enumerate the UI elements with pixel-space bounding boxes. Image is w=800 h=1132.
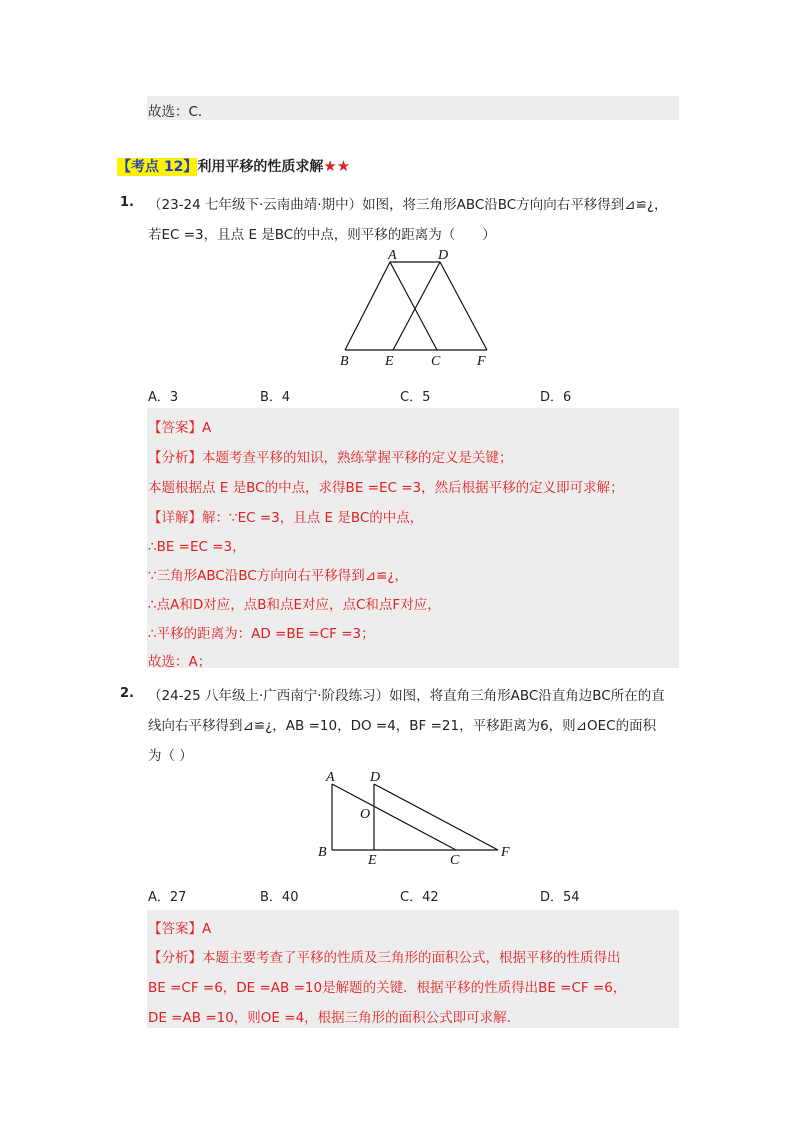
fig1-label-C: C xyxy=(431,354,441,369)
fig2-label-C: C xyxy=(450,853,460,868)
fig2-label-O: O xyxy=(360,807,371,822)
q2-answer: 【答案】A xyxy=(148,921,212,937)
q1-option-a: A．3 xyxy=(148,390,179,405)
section-title: 利用平移的性质求解 xyxy=(197,159,324,175)
q2-analysis-1: 【分析】本题主要考查了平移的性质及三角形的面积公式，根据平移的性质得出 xyxy=(148,950,621,966)
q2-option-b: B．40 xyxy=(260,890,299,905)
q1-detail-5: ∴平移的距离为：AD =BE =CF =3； xyxy=(148,626,375,642)
question-2-line2: 线向右平移得到⊿≌¿，AB =10，DO =4，BF =21，平移距离为6，则⊿OEC的面积 xyxy=(148,718,657,734)
q1-detail-2: ∴BE =EC =3， xyxy=(148,539,246,555)
q1-option-b: B．4 xyxy=(260,390,291,405)
q2-option-c: C．42 xyxy=(400,890,439,905)
star-rating: ★★ xyxy=(323,157,351,175)
section-tag: 【考点 12】 xyxy=(117,159,198,175)
question-2-number: 2. xyxy=(120,686,134,701)
question-1-line1: （23-24 七年级下·云南曲靖·期中）如图，将三角形ABC沿BC方向向右平移得到⊿≌¿， xyxy=(148,197,668,213)
q1-option-c: C．5 xyxy=(400,390,431,405)
figure-1-translation-diagram xyxy=(330,244,500,370)
question-1-line2: 若EC =3，且点 E 是BC的中点，则平移的距离为（ ） xyxy=(148,227,496,243)
fig1-label-E: E xyxy=(385,354,394,369)
q1-detail-3: ∵三角形ABC沿BC方向向右平移得到⊿≌¿， xyxy=(148,568,409,584)
fig1-label-A: A xyxy=(388,248,397,263)
fig1-label-D: D xyxy=(438,248,449,263)
q1-answer: 【答案】A xyxy=(148,420,212,436)
fig2-label-A: A xyxy=(326,770,335,785)
fig2-label-B: B xyxy=(318,845,327,860)
q2-option-a: A．27 xyxy=(148,890,187,905)
fig2-label-D: D xyxy=(370,770,381,785)
q1-analysis-2: 本题根据点 E 是BC的中点，求得BE =EC =3，然后根据平移的定义即可求解； xyxy=(148,480,624,496)
q1-detail-4: ∴点A和D对应，点B和点E对应，点C和点F对应， xyxy=(148,597,441,613)
fig2-label-E: E xyxy=(368,853,377,868)
q2-option-d: D．54 xyxy=(540,890,580,905)
q2-analysis-3: DE =AB =10，则OE =4，根据三角形的面积公式即可求解． xyxy=(148,1010,521,1026)
section-heading xyxy=(117,156,350,176)
fig1-label-B: B xyxy=(340,354,349,369)
q1-detail-1: 【详解】解：∵EC =3，且点 E 是BC的中点， xyxy=(148,510,424,526)
fig1-label-F: F xyxy=(477,354,486,369)
q1-analysis: 【分析】本题考查平移的知识，熟练掌握平移的定义是关键； xyxy=(148,450,513,466)
top-answer-block xyxy=(147,96,679,120)
question-2-line3: 为（ ） xyxy=(148,748,193,764)
q1-option-d: D．6 xyxy=(540,390,572,405)
q2-analysis-2: BE =CF =6，DE =AB =10是解题的关键．根据平移的性质得出BE =CF =6， xyxy=(148,980,627,996)
top-answer-text: 故选：C． xyxy=(148,104,212,120)
figure-2-right-triangle-translation xyxy=(312,766,522,868)
question-2-line1: （24-25 八年级上·广西南宁·阶段练习）如图，将直角三角形ABC沿直角边BC所在的直 xyxy=(148,688,665,704)
fig2-label-F: F xyxy=(501,845,510,860)
q1-final: 故选：A； xyxy=(148,654,212,670)
question-1-number: 1. xyxy=(120,195,134,210)
